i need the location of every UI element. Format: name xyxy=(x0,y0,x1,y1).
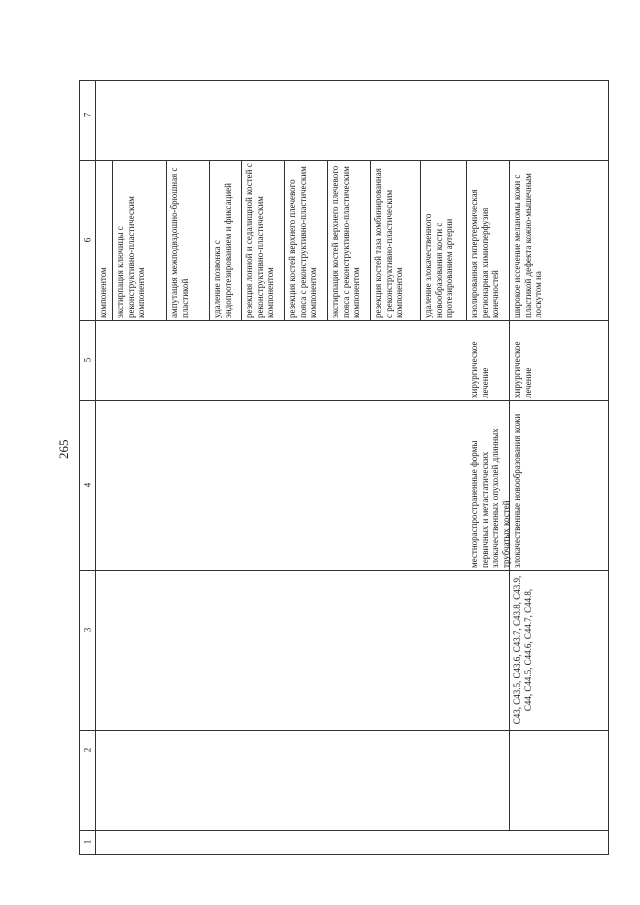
header-col-1: 1 xyxy=(82,839,92,845)
col6-item-3: ампутация межподвздошно-брюшная с пластикой xyxy=(169,167,190,318)
col6-item-5: резекция лонной и седалищной костей с реконструктивно-пластическим компонентом xyxy=(244,163,276,318)
col6-item-2: экстирпация ключицы с реконструктивно-пластическим компонентом xyxy=(115,196,147,318)
col6-item-4: удаление позвонка с эндопротезированием и фиксацией xyxy=(212,183,233,318)
header-col-2: 2 xyxy=(82,747,92,753)
col6-item-11: широкое иссечение меланомы кожи с пластикой дефекта кожно-мышечным лоскутом на xyxy=(512,173,544,318)
col5-bone-treatment: хирургическое лечение xyxy=(469,341,490,398)
page-number: 265 xyxy=(56,439,71,459)
col6-item-8: резекция костей таза комбинированная с реконструктивно-пластическим компонентом xyxy=(373,168,405,318)
col3-icd-codes: C43, C43.5, C43.6, C43.7, C43.8, C43.9, C44, C44.5, C44.6, C44.7, C44.8, xyxy=(512,575,533,725)
header-col-3: 3 xyxy=(82,627,92,633)
procedures-table xyxy=(79,80,609,855)
col4-bone-tumors: местнораспространенные формы первичных и метастатических злокачественных опухолей длинных трубчатых костей xyxy=(469,428,511,568)
header-col-5: 5 xyxy=(82,357,92,363)
col4-skin-tumors: злокачественные новообразования кожи xyxy=(512,413,522,568)
col6-item-1: компонентом xyxy=(98,267,108,318)
header-col-4: 4 xyxy=(82,482,92,488)
col6-item-7: экстирпация костей верхнего плечевого пояса с реконструктивно-пластическим компонентом xyxy=(330,165,362,318)
col6-item-9: удаление злокачественного новообразования кости с протезированием артерии xyxy=(423,213,455,318)
col6-item-10: изолированная гипертермическая регионарная химиоперфузия конечностей xyxy=(469,189,501,318)
header-col-7: 7 xyxy=(82,112,92,118)
col6-item-6: резекция костей верхнего плечевого пояса с реконструктивно-пластическим компонентом xyxy=(287,166,319,318)
header-col-6: 6 xyxy=(82,237,92,243)
col5-skin-treatment: хирургическое лечение xyxy=(512,341,533,398)
